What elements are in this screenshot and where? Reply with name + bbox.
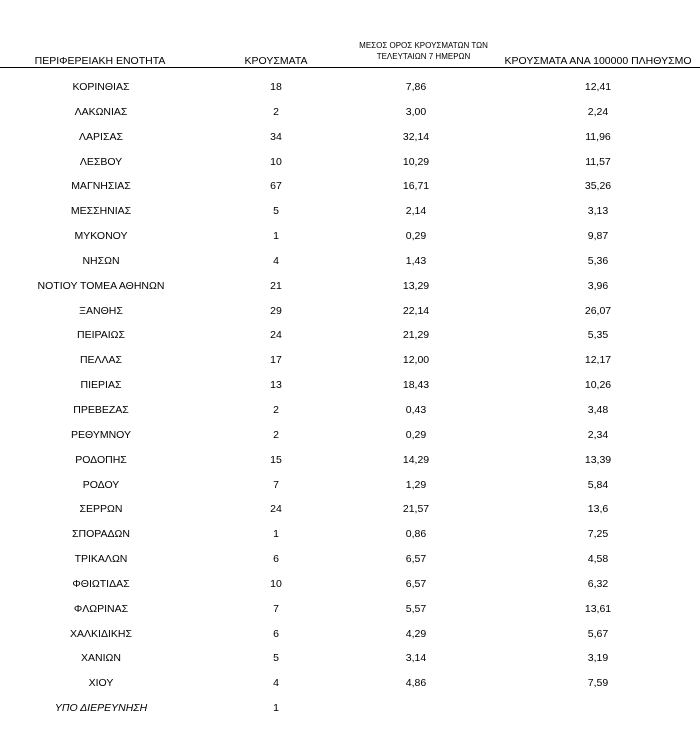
table-row (0, 522, 700, 547)
cell-region: ΣΕΡΡΩΝ (79, 503, 123, 516)
cell-avg7: 1,29 (405, 478, 427, 491)
cell-region: ΠΕΛΛΑΣ (79, 354, 123, 367)
cell-avg7: 0,29 (405, 428, 427, 441)
table-row (0, 448, 700, 473)
cell-per100k: 3,48 (587, 403, 609, 416)
cell-cases: 1 (273, 528, 279, 541)
table-row (0, 274, 700, 299)
cell-cases: 2 (273, 403, 279, 416)
cell-cases: 17 (270, 354, 282, 367)
cell-avg7: 0,29 (405, 230, 427, 243)
table-row (0, 622, 700, 647)
cell-avg7: 13,29 (402, 279, 430, 292)
table-body (0, 75, 700, 721)
table-row (0, 174, 700, 199)
cell-avg7: 22,14 (402, 304, 430, 317)
cell-per100k: 7,25 (587, 528, 609, 541)
cell-per100k: 26,07 (584, 304, 612, 317)
cell-region: ΥΠΟ ΔΙΕΡΕΥΝΗΣΗ (54, 702, 148, 715)
table-row (0, 249, 700, 274)
cell-region: ΧΙΟΥ (88, 677, 114, 690)
table-row (0, 100, 700, 125)
cell-avg7: 6,57 (405, 553, 427, 566)
cell-cases: 7 (273, 602, 279, 615)
cell-region: ΤΡΙΚΑΛΩΝ (74, 553, 128, 566)
cell-region: ΜΥΚΟΝΟΥ (74, 230, 128, 243)
table-row (0, 572, 700, 597)
cell-cases: 2 (273, 428, 279, 441)
cell-per100k: 7,59 (587, 677, 609, 690)
cell-avg7: 0,86 (405, 528, 427, 541)
cell-avg7: 3,14 (405, 652, 427, 665)
cell-per100k: 5,36 (587, 254, 609, 267)
table-row (0, 75, 700, 100)
cell-per100k: 5,84 (587, 478, 609, 491)
cell-avg7: 6,57 (405, 577, 427, 590)
cell-cases: 29 (270, 304, 282, 317)
cell-avg7: 4,86 (405, 677, 427, 690)
cell-region: ΜΕΣΣΗΝΙΑΣ (70, 205, 132, 218)
table-row (0, 497, 700, 522)
table-row (0, 199, 700, 224)
header-avg7 (336, 41, 511, 62)
cell-avg7: 21,57 (402, 503, 430, 516)
table-row (0, 473, 700, 498)
cell-region: ΠΡΕΒΕΖΑΣ (73, 403, 129, 416)
cell-cases: 10 (270, 155, 282, 168)
cell-avg7: 18,43 (402, 379, 430, 392)
cell-region: ΧΑΛΚΙΔΙΚΗΣ (70, 627, 132, 640)
cell-avg7: 12,00 (402, 354, 430, 367)
cell-per100k: 13,6 (587, 503, 609, 516)
table-row (0, 373, 700, 398)
cell-avg7: 16,71 (402, 180, 430, 193)
header-cases: ΚΡΟΥΣΜΑΤΑ (244, 55, 308, 67)
cell-region: ΛΑΡΙΣΑΣ (79, 130, 123, 143)
cell-per100k: 13,39 (584, 453, 612, 466)
cell-region: ΛΑΚΩΝΙΑΣ (74, 105, 128, 118)
header-per100k: ΚΡΟΥΣΜΑΤΑ ΑΝΑ 100000 ΠΛΗΘΥΣΜΟ (504, 55, 692, 67)
cell-avg7: 32,14 (402, 130, 430, 143)
header-avg7-line2: ΤΕΛΕΥΤΑΙΩΝ 7 ΗΜΕΡΩΝ (376, 51, 471, 61)
cell-cases: 5 (273, 205, 279, 218)
cell-cases: 13 (270, 379, 282, 392)
header-divider (0, 67, 700, 68)
cell-avg7: 5,57 (405, 602, 427, 615)
cell-cases: 24 (270, 503, 282, 516)
cell-cases: 15 (270, 453, 282, 466)
header-avg7-line1: ΜΕΣΟΣ ΟΡΟΣ ΚΡΟΥΣΜΑΤΩΝ ΤΩΝ (359, 41, 488, 50)
cell-avg7: 10,29 (402, 155, 430, 168)
cell-cases: 2 (273, 105, 279, 118)
cell-per100k: 4,58 (587, 553, 609, 566)
cell-per100k: 5,67 (587, 627, 609, 640)
cell-cases: 5 (273, 652, 279, 665)
cell-region: ΡΟΔΟΥ (82, 478, 120, 491)
cell-cases: 18 (270, 81, 282, 93)
cell-region: ΧΑΝΙΩΝ (81, 652, 121, 665)
cell-region: ΦΘΙΩΤΙΔΑΣ (72, 577, 130, 590)
cell-avg7: 0,43 (405, 403, 427, 416)
header-region: ΠΕΡΙΦΕΡΕΙΑΚΗ ΕΝΟΤΗΤΑ (34, 55, 166, 67)
table-row (0, 348, 700, 373)
cell-per100k: 12,41 (584, 81, 612, 93)
cell-avg7: 21,29 (402, 329, 430, 342)
cell-avg7: 1,43 (405, 254, 427, 267)
table-row (0, 597, 700, 622)
cell-region: ΠΙΕΡΙΑΣ (80, 379, 122, 392)
cell-avg7: 3,00 (405, 105, 427, 118)
cell-per100k: 11,57 (585, 155, 611, 168)
cell-cases: 1 (273, 702, 279, 715)
cell-cases: 7 (273, 478, 279, 491)
cell-cases: 4 (273, 677, 279, 690)
cell-per100k: 12,17 (584, 354, 612, 367)
cell-cases: 6 (273, 553, 279, 566)
cell-per100k: 6,32 (587, 577, 609, 590)
cell-region: ΝΗΣΩΝ (82, 254, 120, 267)
cell-per100k: 2,34 (587, 428, 609, 441)
cell-avg7: 4,29 (405, 627, 427, 640)
cell-per100k: 5,35 (587, 329, 609, 342)
table-header (0, 0, 700, 68)
cell-per100k: 9,87 (587, 230, 609, 243)
table-row (0, 398, 700, 423)
cell-region: ΡΕΘΥΜΝΟΥ (70, 428, 131, 441)
table-row (0, 423, 700, 448)
cell-per100k: 35,26 (584, 180, 612, 193)
table-row (0, 671, 700, 696)
cell-cases: 24 (270, 329, 282, 342)
cell-region: ΛΕΣΒΟΥ (79, 155, 123, 168)
table-row (0, 299, 700, 324)
cell-cases: 4 (273, 254, 279, 267)
cell-region: ΝΟΤΙΟΥ ΤΟΜΕΑ ΑΘΗΝΩΝ (37, 279, 165, 292)
cell-region: ΡΟΔΟΠΗΣ (75, 453, 127, 466)
table-row (0, 224, 700, 249)
cell-per100k: 13,61 (584, 602, 612, 615)
cell-avg7: 7,86 (405, 81, 427, 93)
cell-per100k: 3,13 (587, 205, 609, 218)
cell-region: ΚΟΡΙΝΘΙΑΣ (72, 81, 130, 93)
cell-cases: 67 (270, 180, 282, 193)
cell-cases: 34 (270, 130, 282, 143)
table-row (0, 696, 700, 721)
cell-region: ΠΕΙΡΑΙΩΣ (77, 329, 125, 342)
cell-region: ΦΛΩΡΙΝΑΣ (73, 602, 129, 615)
table-row (0, 323, 700, 348)
cell-cases: 1 (273, 230, 279, 243)
cell-cases: 6 (273, 627, 279, 640)
cell-per100k: 10,26 (584, 379, 612, 392)
cell-per100k: 11,96 (585, 130, 611, 143)
cell-per100k: 3,96 (587, 279, 609, 292)
table-row (0, 646, 700, 671)
cell-avg7: 2,14 (405, 205, 427, 218)
cell-region: ΞΑΝΘΗΣ (79, 304, 123, 317)
cell-avg7: 14,29 (402, 453, 430, 466)
table-row (0, 547, 700, 572)
cell-cases: 21 (270, 279, 282, 292)
cell-region: ΜΑΓΝΗΣΙΑΣ (71, 180, 131, 193)
cell-region: ΣΠΟΡΑΔΩΝ (72, 528, 130, 541)
cell-cases: 10 (270, 577, 282, 590)
cell-per100k: 2,24 (587, 105, 609, 118)
cell-per100k: 3,19 (587, 652, 609, 665)
table-row (0, 150, 700, 175)
table-row (0, 125, 700, 150)
